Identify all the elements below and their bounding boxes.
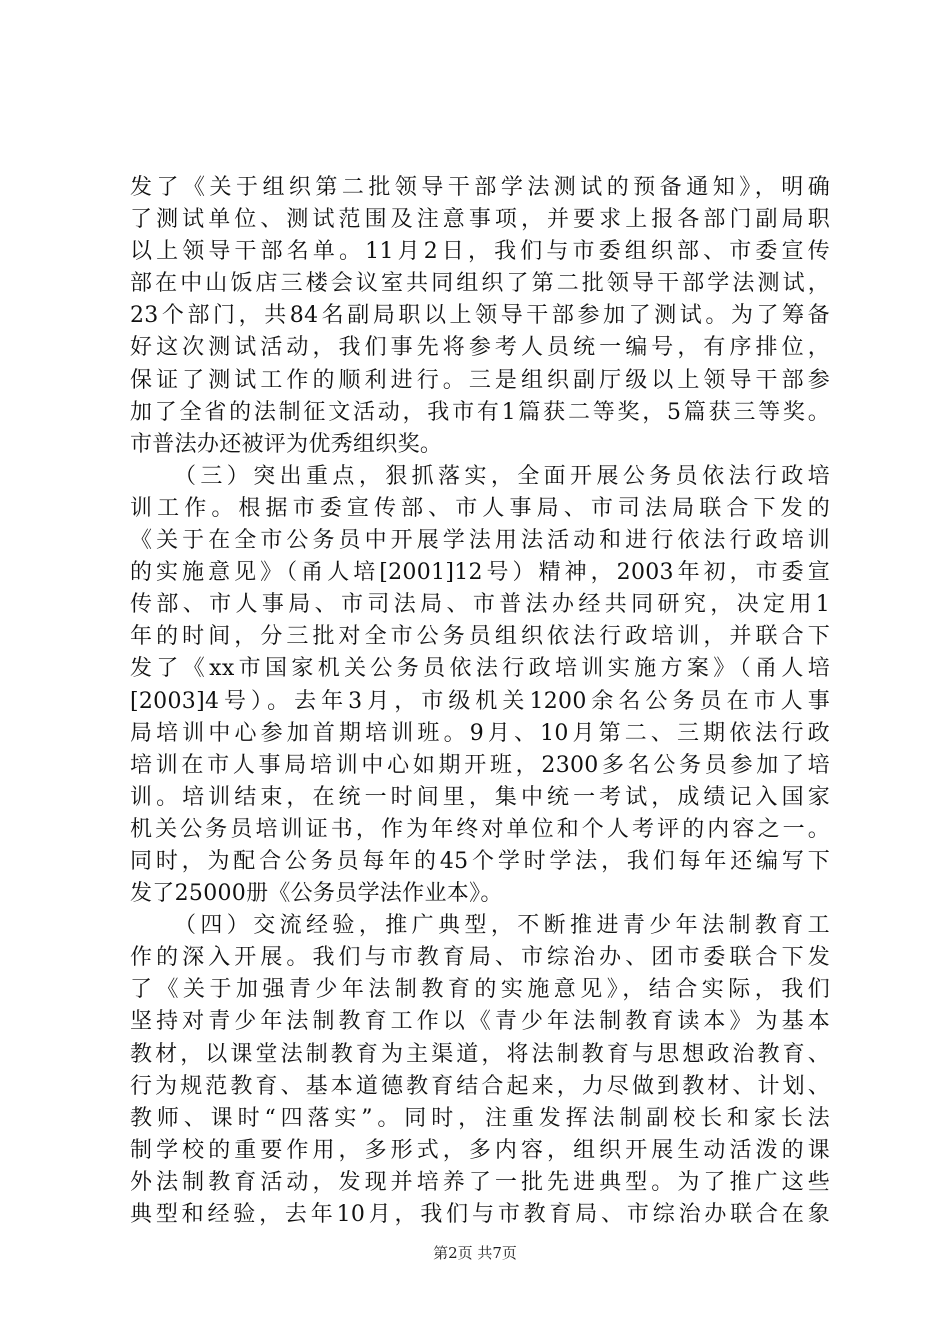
text-line: 作的深入开展。我们与市教育局、市综治办、团市委联合下发	[130, 945, 830, 971]
text-line: 部在中山饭店三楼会议室共同组织了第二批领导干部学法测试，	[130, 271, 830, 297]
text-line: 制学校的重要作用，多形式，多内容，组织开展生动活泼的课	[130, 1137, 830, 1163]
page-footer: 第2页 共7页	[433, 1244, 517, 1262]
text-line: 以上领导干部名单。11月2日，我们与市委组织部、市委宣传	[130, 239, 830, 265]
text-line: 外法制教育活动，发现并培养了一批先进典型。为了推广这些	[130, 1169, 830, 1195]
text-line: 市普法办还被评为优秀组织奖。	[130, 431, 443, 457]
text-line: 教材，以课堂法制教育为主渠道，将法制教育与思想政治教育、	[130, 1041, 830, 1067]
text-line: 行为规范教育、基本道德教育结合起来，力尽做到教材、计划、	[130, 1073, 830, 1099]
text-line: 保证了测试工作的顺利进行。三是组织副厅级以上领导干部参	[130, 367, 830, 393]
text-line: 了测试单位、测试范围及注意事项，并要求上报各部门副局职	[130, 207, 830, 233]
text-line: （三）突出重点，狠抓落实，全面开展公务员依法行政培	[174, 463, 830, 489]
text-line: 《关于在全市公务员中开展学法用法活动和进行依法行政培训	[130, 528, 830, 554]
text-line: 发了《关于组织第二批领导干部学法测试的预备通知》，明确	[130, 175, 830, 200]
text-line: 典型和经验，去年10月，我们与市教育局、市综治办联合在象	[130, 1202, 830, 1227]
text-line: 年的时间，分三批对全市公务员组织依法行政培训，并联合下	[130, 624, 830, 650]
body-text	[130, 172, 830, 1231]
text-line: 了《关于加强青少年法制教育的实施意见》，结合实际，我们	[130, 977, 830, 1003]
text-line: 坚持对青少年法制教育工作以《青少年法制教育读本》为基本	[130, 1009, 830, 1035]
text-line: 传部、市人事局、市司法局、市普法办经共同研究，决定用1	[130, 592, 830, 618]
text-line: 局培训中心参加首期培训班。9月、10月第二、三期依法行政	[130, 720, 830, 746]
text-line: 发了《xx市国家机关公务员依法行政培训实施方案》（甬人培	[130, 656, 830, 682]
text-line: 23个部门，共84名副局职以上领导干部参加了测试。为了筹备	[130, 303, 830, 329]
text-line: 加了全省的法制征文活动，我市有1篇获二等奖，5篇获三等奖。	[130, 399, 830, 425]
text-line: 训。培训结束，在统一时间里，集中统一考试，成绩记入国家	[130, 784, 830, 810]
text-line: 培训在市人事局培训中心如期开班，2300多名公务员参加了培	[130, 752, 830, 778]
text-line: 的实施意见》（甬人培[2001]12号）精神，2003年初，市委宣	[130, 560, 830, 586]
text-line: 机关公务员培训证书，作为年终对单位和个人考评的内容之一。	[130, 816, 830, 842]
text-line: （四）交流经验，推广典型，不断推进青少年法制教育工	[174, 913, 830, 939]
text-line: 发了25000册《公务员学法作业本》。	[130, 881, 503, 907]
text-line: 教师、课时“四落实”。同时，注重发挥法制副校长和家长法	[130, 1105, 830, 1131]
text-line: 训工作。根据市委宣传部、市人事局、市司法局联合下发的	[130, 495, 830, 521]
text-line: 同时，为配合公务员每年的45个学时学法，我们每年还编写下	[130, 848, 830, 874]
text-line: 好这次测试活动，我们事先将参考人员统一编号，有序排位，	[130, 335, 830, 361]
text-line: [2003]4号）。去年3月，市级机关1200余名公务员在市人事	[130, 688, 830, 714]
